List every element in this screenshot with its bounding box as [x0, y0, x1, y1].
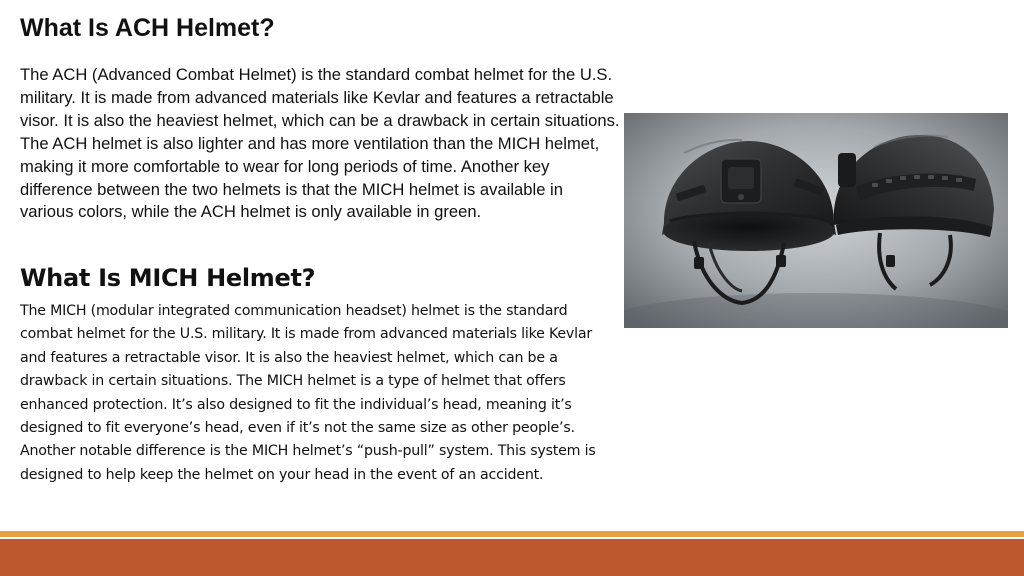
mich-heading: What Is MICH Helmet? — [20, 264, 316, 292]
ach-heading: What Is ACH Helmet? — [20, 14, 275, 42]
ach-paragraph: The ACH (Advanced Combat Helmet) is the standard combat helmet for the U.S. military. It is made from advanced materials like Kevlar and features a retractable visor. It is also the heaviest helmet, which can be a drawback in certain situations. The ACH helmet is also lighter and has more ventilation than the MICH helmet, making it more comfortable to wear for long periods of time. Another key difference between the two helmets is that the MICH helmet is available in various colors, while the ACH helmet is only available in green. — [20, 65, 620, 222]
footer-accent-line — [0, 531, 1024, 537]
footer-band — [0, 539, 1024, 576]
helmets-photo — [624, 113, 1008, 328]
mich-paragraph: The MICH (modular integrated communication headset) helmet is the standard combat helmet for the U.S. military. It is made from advanced materials like Kevlar and features a retractable visor. It is also the heaviest helmet, which can be a drawback in certain situations. The MICH helmet is a type of helmet that offers enhanced protection. It’s also designed to fit the individual’s head, meaning it’s designed to fit everyone’s head, even if it’s not the same size as other people’s. Another notable difference is the MICH helmet’s “push-pull” system. This system is designed to help keep the helmet on your head in the event of an accident. — [20, 303, 596, 483]
